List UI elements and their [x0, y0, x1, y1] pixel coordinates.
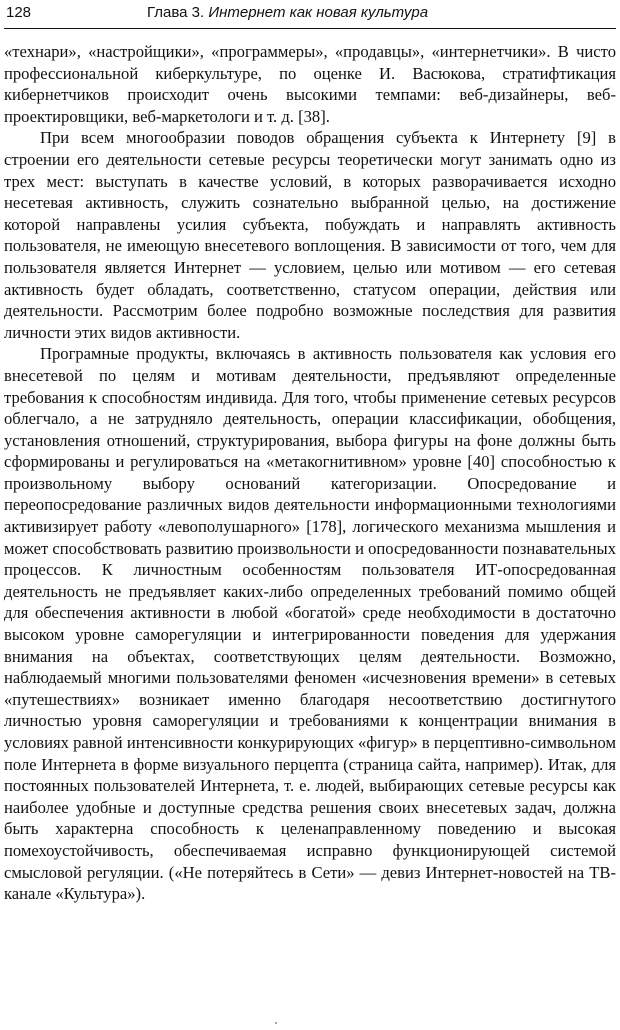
running-head — [147, 4, 428, 21]
page-speck — [275, 1022, 277, 1024]
paragraph: При всем многообразии поводов обращения субъекта к Интернету [9] в строении его деятельности сетевые ресурсы теоретически могут занимать одно из трех мест: выступать в качестве условий, в которых разворачивается исходно несетевая активность, служить сознательно выбранной целью, на достижение которой направлены усилия субъекта, побуждать и направлять активность пользователя, не имеющую внесетевого воплощения. В зависимости от того, чем для пользователя является Интернет — условием, целью или мотивом — его сетевая активность будет обладать, соответственно, статусом операции, действия или деятельности. Рассмотрим более подробно возможные последствия для развития личности этих видов активности. — [4, 128, 616, 342]
header-rule — [4, 28, 616, 29]
chapter-label: Глава 3. — [147, 4, 205, 21]
page-body — [4, 41, 616, 905]
page-number: 128 — [6, 4, 32, 21]
paragraph: «технари», «настройщики», «программеры», «продавцы», «интернетчики». В чисто профессиональной киберкультуре, по оценке И. Васюкова, стратифтикация кибернетчиков происходит очень высокими темпами: веб-дизайнеры, веб-проектировщики, веб-маркетологи и т. д. [38]. — [4, 42, 616, 126]
paragraph: Програмные продукты, включаясь в активность пользователя как условия его внесетевой по целям и мотивам деятельности, предъявляют определенные требования к способностям индивида. Для того, чтобы применение сетевых ресурсов облегчало, а не затрудняло деятельность, операции классификации, обобщения, установления отношений, структурирования, выбора фигуры на фоне должны быть сформированы и регулироваться на «метакогнитивном» уровне [40] способностью к произвольному выбору оснований категоризации. Опосредование и переопосредование различных видов деятельности информационными технологиями активизирует работу «левополушарного» [178], логического механизма мышления и может способствовать развитию произвольности и опосредованности познавательных процессов. К личностным особенностям пользователя ИТ-опосредованная деятельность не предъявляет каких-либо определенных требований помимо общей для обеспечения активности в любой «богатой» среде необходимости в достаточно высоком уровне саморегуляции и интегрированности поведения для удержания внимания на объектах, соответствующих целям деятельности. Возможно, наблюдаемый многими пользователями феномен «исчезновения времени» в сетевых «путешествиях» возникает именно благодаря несоответствию достигнутого личностью уровня саморегуляции и требованиями к концентрации внимания в условиях равной интенсивности конкурирующих «фигур» в перцептивно-символьном поле Интернета в форме визуального перцепта (страница сайта, например). Итак, для постоянных пользователей Интернета, т. е. людей, выбирающих сетевые ресурсы как наиболее удобные и доступные средства решения своих внесетевых задач, должна быть характерна способность к целенаправленному поведению и высокая помехоустойчивость, обеспечиваемая исправно функционирующей системой смысловой регуляции. («Не потеряйтесь в Сети» — девиз Интернет-новостей на ТВ-канале «Культура»). — [4, 344, 616, 904]
chapter-title: Интернет как новая культура — [208, 4, 429, 21]
running-header — [0, 0, 620, 32]
